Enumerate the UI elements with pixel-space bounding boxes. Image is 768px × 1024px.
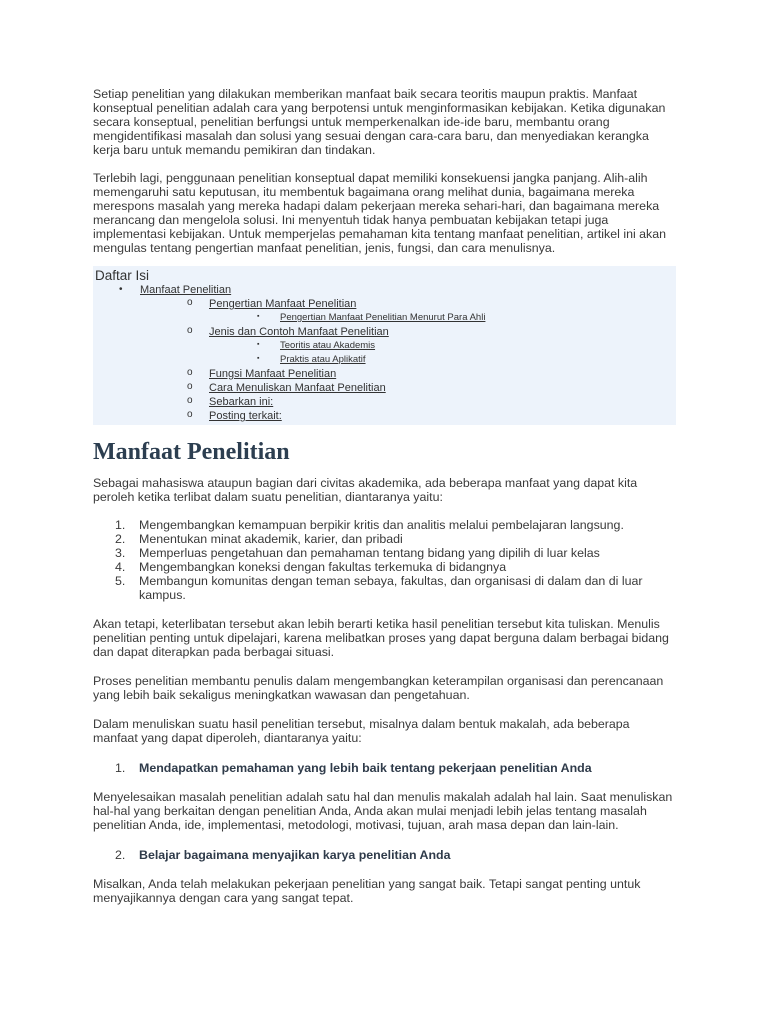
circle-bullet-icon: o [187,409,193,420]
section-paragraph-6: Misalkan, Anda telah melakukan pekerjaan penelitian yang sangat baik. Tetapi sangat penting untuk menyajikannya dengan cara yang sangat tepat. [93,877,641,905]
toc-link-praktis[interactable]: Praktis atau Aplikatif [280,354,366,365]
section-paragraph-1: Sebagai mahasiswa ataupun bagian dari civitas akademika, ada beberapa manfaat yang dapat kita peroleh ketika terlibat dalam suatu penelitian, diantaranya yaitu: [93,476,638,504]
section-heading: Manfaat Penelitian [93,439,290,465]
toc-item-cara [95,381,676,395]
toc-item-posting [95,409,676,423]
toc-item-sebarkan [95,395,676,409]
list-item [93,518,676,532]
toc-item-fungsi [95,367,676,381]
point-number: 2. [115,848,126,862]
disc-bullet-icon: • [119,284,123,295]
list-number: 4. [115,560,126,574]
toc-link-jenis[interactable]: Jenis dan Contoh Manfaat Penelitian [209,326,389,338]
list-item-text: Membangun komunitas dengan teman sebaya, fakultas, dan organisasi di dalam dan di luar kampus. [139,574,643,602]
list-number: 2. [115,532,126,546]
toc-link-posting[interactable]: Posting terkait: [209,410,282,422]
list-number: 3. [115,546,126,560]
list-number: 1. [115,518,126,532]
toc-link-sebarkan[interactable]: Sebarkan ini: [209,396,274,408]
toc-link-manfaat[interactable]: Manfaat Penelitian [140,284,232,296]
document-page [93,87,676,905]
toc-link-teoritis[interactable]: Teoritis atau Akademis [280,340,376,351]
list-item [93,546,676,560]
section-paragraph-2: Akan tetapi, keterlibatan tersebut akan lebih berarti ketika hasil penelitian tersebut kita tuliskan. Menulis penelitian penting untuk dipelajari, karena melibatkan proses yang dapat berguna dalam berbagai bidang dan dapat diterapkan pada berbagai situasi. [93,617,669,659]
circle-bullet-icon: o [187,297,193,308]
benefits-list [93,518,676,602]
toc-link-pengertian-ahli[interactable]: Pengertian Manfaat Penelitian Menurut Para Ahli [280,312,486,323]
point-title: Belajar bagaimana menyajikan karya penelitian Anda [139,848,451,862]
circle-bullet-icon: o [187,381,193,392]
list-item-text: Mengembangkan koneksi dengan fakultas terkemuka di bidangnya [139,560,507,574]
section-paragraph-5: Menyelesaikan masalah penelitian adalah satu hal dan menulis makalah adalah hal lain. Saat menuliskan hal-hal yang berkaitan dengan penelitian Anda, Anda akan mulai menjadi lebih jelas tentang masalah penelitian Anda, ide, implementasi, metodologi, motivasi, tujuan, arah masa depan dan lain-lain. [93,790,673,832]
circle-bullet-icon: o [187,325,193,336]
list-item-text: Menentukan minat akademik, karier, dan pribadi [139,532,403,546]
toc-item-praktis [95,353,676,367]
toc-item-pengertian [95,297,676,311]
list-number: 5. [115,574,126,588]
circle-bullet-icon: o [187,367,193,378]
list-item [93,560,676,574]
list-item-text: Mengembangkan kemampuan berpikir kritis dan analitis melalui pembelajaran langsung. [139,518,624,532]
toc-item-teoritis [95,339,676,353]
toc-link-cara[interactable]: Cara Menuliskan Manfaat Penelitian [209,382,386,394]
section-paragraph-4: Dalam menuliskan suatu hasil penelitian tersebut, misalnya dalam bentuk makalah, ada beberapa manfaat yang dapat diperoleh, diantaranya yaitu: [93,717,630,745]
section-paragraph-3: Proses penelitian membantu penulis dalam mengembangkan keterampilan organisasi dan perencanaan yang lebih baik sekaligus meningkatkan wawasan dan pengetahuan. [93,674,664,702]
toc-item-pengertian-ahli [95,311,676,325]
toc-title: Daftar Isi [95,268,150,283]
point-heading-2 [93,848,676,862]
point-title: Mendapatkan pemahaman yang lebih baik tentang pekerjaan penelitian Anda [139,761,592,775]
square-bullet-icon: ▪ [257,341,260,348]
list-item-text: Memperluas pengetahuan dan pemahaman tentang bidang yang dipilih di luar kelas [139,546,600,560]
toc-link-pengertian[interactable]: Pengertian Manfaat Penelitian [209,298,357,310]
table-of-contents [93,266,676,425]
toc-link-fungsi[interactable]: Fungsi Manfaat Penelitian [209,368,337,380]
square-bullet-icon: ▪ [257,355,260,362]
point-number: 1. [115,761,126,775]
list-item [93,574,676,602]
intro-paragraph-2: Terlebih lagi, penggunaan penelitian konseptual dapat memiliki konsekuensi jangka panjang. Alih-alih memengaruhi satu keputusan, itu membentuk bagaimana orang melihat dunia, bagaimana mereka merespons masalah yang mereka hadapi dalam pekerjaan mereka sehari-hari, dan bagaimana mereka merancang dan mengelola solusi. Ini menyentuh tidak hanya pembuatan kebijakan tetapi juga implementasi kebijakan. Untuk memperjelas pemahaman kita tentang manfaat penelitian, artikel ini akan mengulas tentang pengertian manfaat penelitian, jenis, fungsi, dan cara menulisnya. [93,171,667,255]
circle-bullet-icon: o [187,395,193,406]
toc-item-manfaat [95,283,676,297]
list-item [93,532,676,546]
square-bullet-icon: ▪ [257,313,260,320]
toc-item-jenis [95,325,676,339]
point-heading-1 [93,761,676,775]
intro-paragraph-1: Setiap penelitian yang dilakukan memberikan manfaat baik secara teoritis maupun praktis. Manfaat konseptual penelitian adalah cara yang berpotensi untuk menginformasikan kebijakan. Ketika digunakan secara konseptual, penelitian berfungsi untuk memperkenalkan ide-ide baru, membantu orang mengidentifikasi masalah dan solusi yang sesuai dengan cara-cara baru, dan menyediakan kerangka kerja baru untuk memandu pemikiran dan tindakan. [93,87,666,157]
